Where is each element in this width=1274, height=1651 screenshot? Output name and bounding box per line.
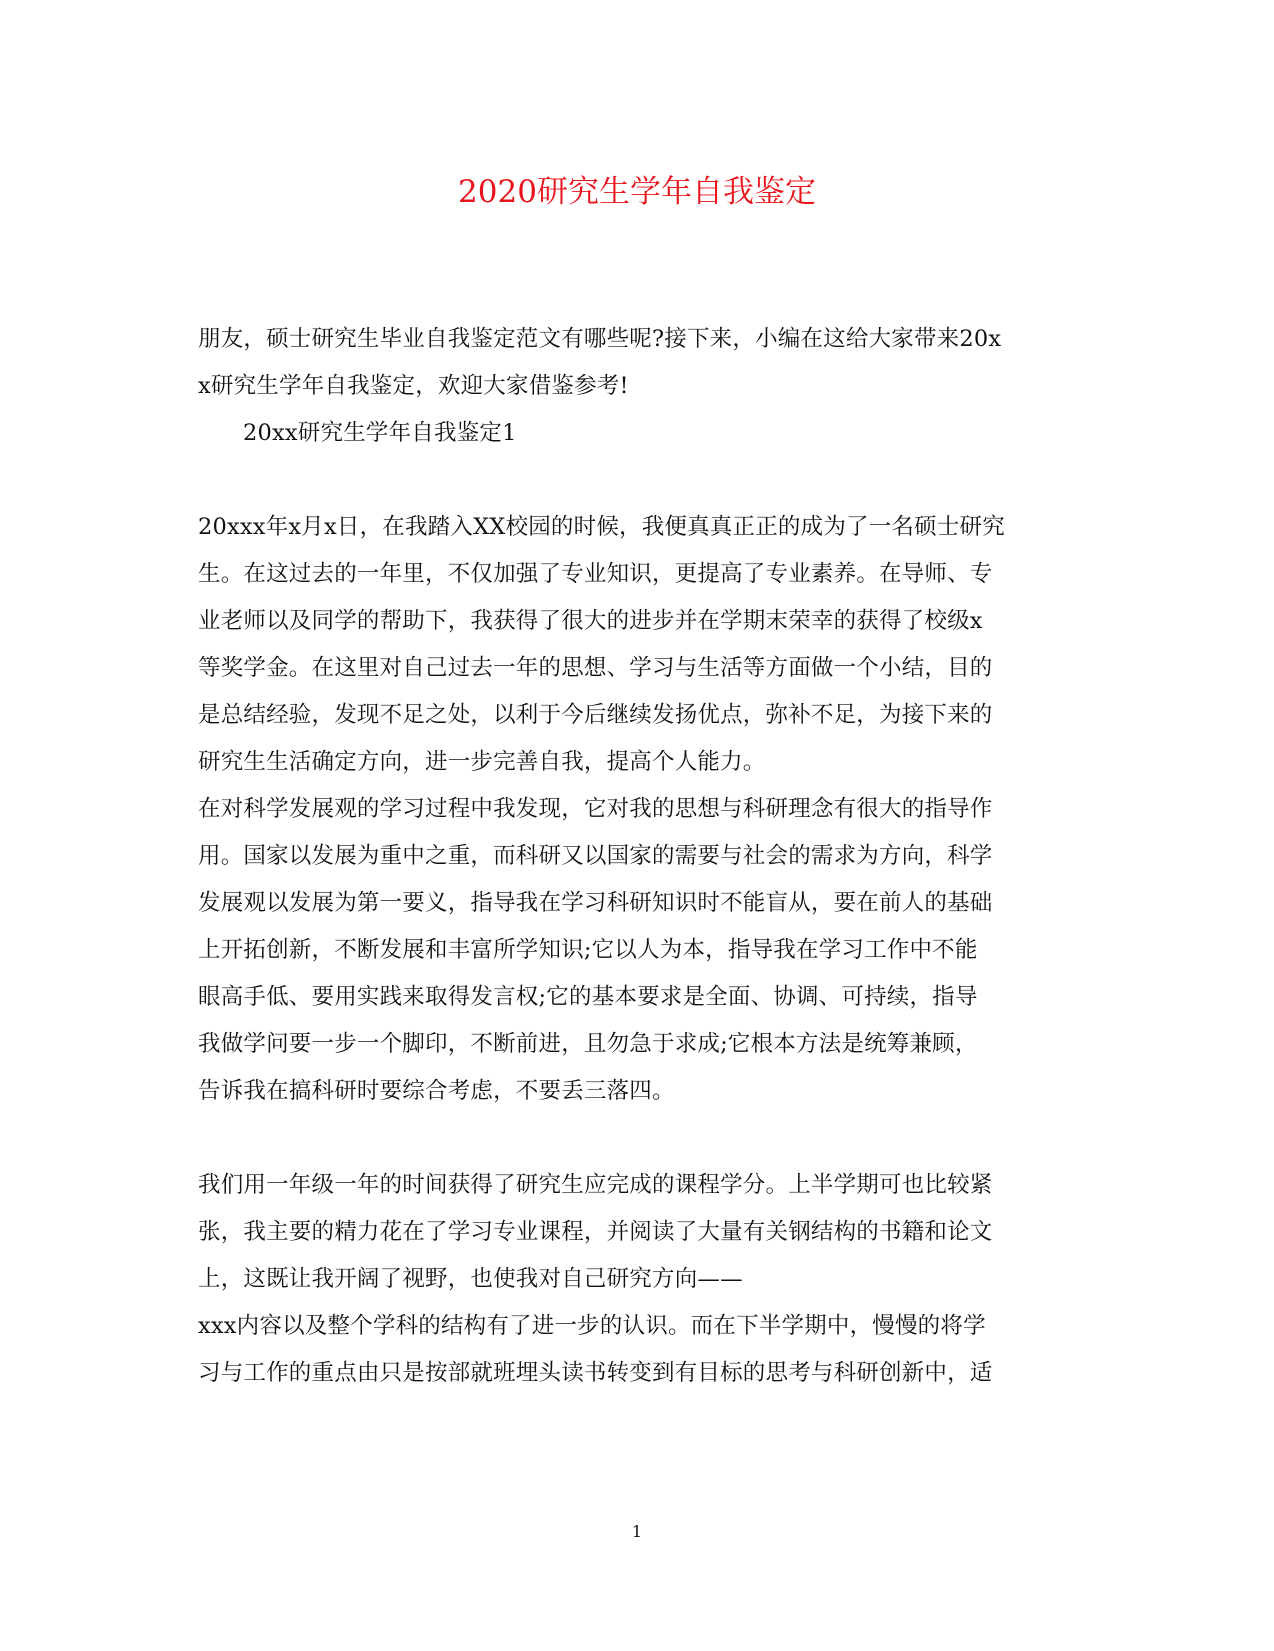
intro-line-2: x研究生学年自我鉴定，欢迎大家借鉴参考! (198, 373, 629, 399)
paragraph1-line-1: 20xxx年x月x日，在我踏入XX校园的时候，我便真真正正的成为了一名硕士研究 (198, 514, 1005, 540)
paragraph1-line-5: 是总结经验，发现不足之处，以利于今后继续发扬优点，弥补不足，为接下来的 (198, 702, 993, 728)
paragraph3-line-1: 我们用一年级一年的时间获得了研究生应完成的课程学分。上半学期可也比较紧 (198, 1172, 993, 1198)
paragraph2-line-6: 我做学问要一步一个脚印，不断前进，且勿急于求成;它根本方法是统筹兼顾， (198, 1031, 978, 1057)
paragraph3-line-3: 上，这既让我开阔了视野，也使我对自己研究方向—— (198, 1266, 743, 1292)
paragraph1-line-6: 研究生生活确定方向，进一步完善自我，提高个人能力。 (198, 749, 766, 775)
paragraph1-line-4: 等奖学金。在这里对自己过去一年的思想、学习与生活等方面做一个小结，目的 (198, 655, 993, 681)
section-heading: 20xx研究生学年自我鉴定1 (243, 420, 517, 446)
paragraph1-line-2: 生。在这过去的一年里，不仅加强了专业知识，更提高了专业素养。在导师、专 (198, 561, 993, 587)
paragraph1-line-3: 业老师以及同学的帮助下，我获得了很大的进步并在学期末荣幸的获得了校级x (198, 608, 983, 634)
paragraph2-line-7: 告诉我在搞科研时要综合考虑，不要丢三落四。 (198, 1078, 675, 1104)
paragraph2-line-1: 在对科学发展观的学习过程中我发现，它对我的思想与科研理念有很大的指导作 (198, 796, 993, 822)
paragraph2-line-3: 发展观以发展为第一要义，指导我在学习科研知识时不能盲从，要在前人的基础 (198, 890, 993, 916)
intro-line-1: 朋友，硕士研究生毕业自我鉴定范文有哪些呢?接下来，小编在这给大家带来20x (198, 326, 1002, 352)
paragraph3-line-2: 张，我主要的精力花在了学习专业课程，并阅读了大量有关钢结构的书籍和论文 (198, 1219, 993, 1245)
paragraph4-line-1: xxx内容以及整个学科的结构有了进一步的认识。而在下半学期中，慢慢的将学 (198, 1313, 986, 1339)
page-number: 1 (631, 1522, 643, 1541)
paragraph2-line-2: 用。国家以发展为重中之重，而科研又以国家的需要与社会的需求为方向，科学 (198, 843, 993, 869)
paragraph4-line-2: 习与工作的重点由只是按部就班埋头读书转变到有目标的思考与科研创新中，适 (198, 1360, 993, 1386)
paragraph2-line-5: 眼高手低、要用实践来取得发言权;它的基本要求是全面、协调、可持续，指导 (198, 984, 978, 1010)
document-title: 2020研究生学年自我鉴定 (458, 174, 816, 210)
paragraph2-line-4: 上开拓创新，不断发展和丰富所学知识;它以人为本，指导我在学习工作中不能 (198, 937, 978, 963)
